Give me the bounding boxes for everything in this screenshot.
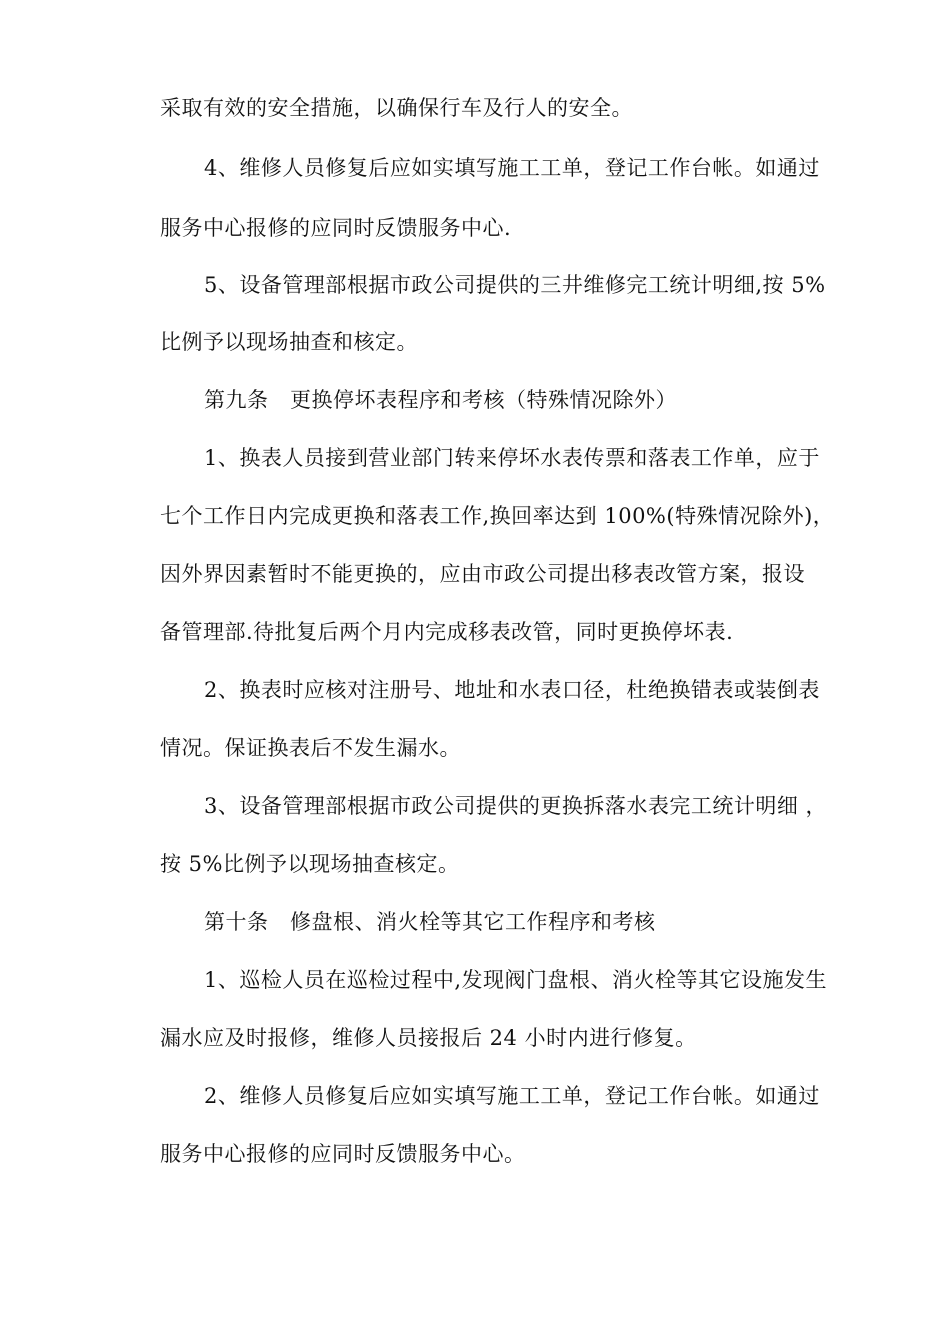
- section-heading-article-10: 第十条 修盘根、消火栓等其它工作程序和考核: [204, 910, 656, 934]
- section-heading-article-9: 第九条 更换停坏表程序和考核（特殊情况除外）: [204, 388, 677, 412]
- text-line-4: 5、设备管理部根据市政公司提供的三井维修完工统计明细,按 5%: [204, 273, 826, 297]
- text-line-12: 情况。保证换表后不发生漏水。: [160, 736, 461, 760]
- text-line-10: 备管理部.待批复后两个月内完成移表改管，同时更换停坏表.: [160, 620, 734, 644]
- text-line-7: 1、换表人员接到营业部门转来停坏水表传票和落表工作单，应于: [204, 446, 820, 470]
- text-line-19: 服务中心报修的应同时反馈服务中心。: [160, 1142, 526, 1166]
- text-line-3: 服务中心报修的应同时反馈服务中心.: [160, 216, 512, 240]
- text-line-14: 按 5%比例予以现场抽查核定。: [160, 852, 460, 876]
- text-line-5: 比例予以现场抽查和核定。: [160, 330, 418, 354]
- text-line-11: 2、换表时应核对注册号、地址和水表口径，杜绝换错表或装倒表: [204, 678, 820, 702]
- text-line-8: 七个工作日内完成更换和落表工作,换回率达到 100%(特殊情况除外)，: [160, 504, 835, 528]
- text-line-9: 因外界因素暂时不能更换的，应由市政公司提出移表改管方案，报设: [160, 562, 805, 586]
- text-line-2: 4、维修人员修复后应如实填写施工工单，登记工作台帐。如通过: [204, 156, 820, 180]
- text-line-16: 1、巡检人员在巡检过程中,发现阀门盘根、消火栓等其它设施发生: [204, 968, 828, 992]
- text-line-1: 采取有效的安全措施，以确保行车及行人的安全。: [160, 96, 633, 120]
- text-line-18: 2、维修人员修复后应如实填写施工工单，登记工作台帐。如通过: [204, 1084, 820, 1108]
- text-line-17: 漏水应及时报修，维修人员接报后 24 小时内进行修复。: [160, 1026, 697, 1050]
- text-line-13: 3、设备管理部根据市政公司提供的更换拆落水表完工统计明细 ，: [204, 794, 828, 818]
